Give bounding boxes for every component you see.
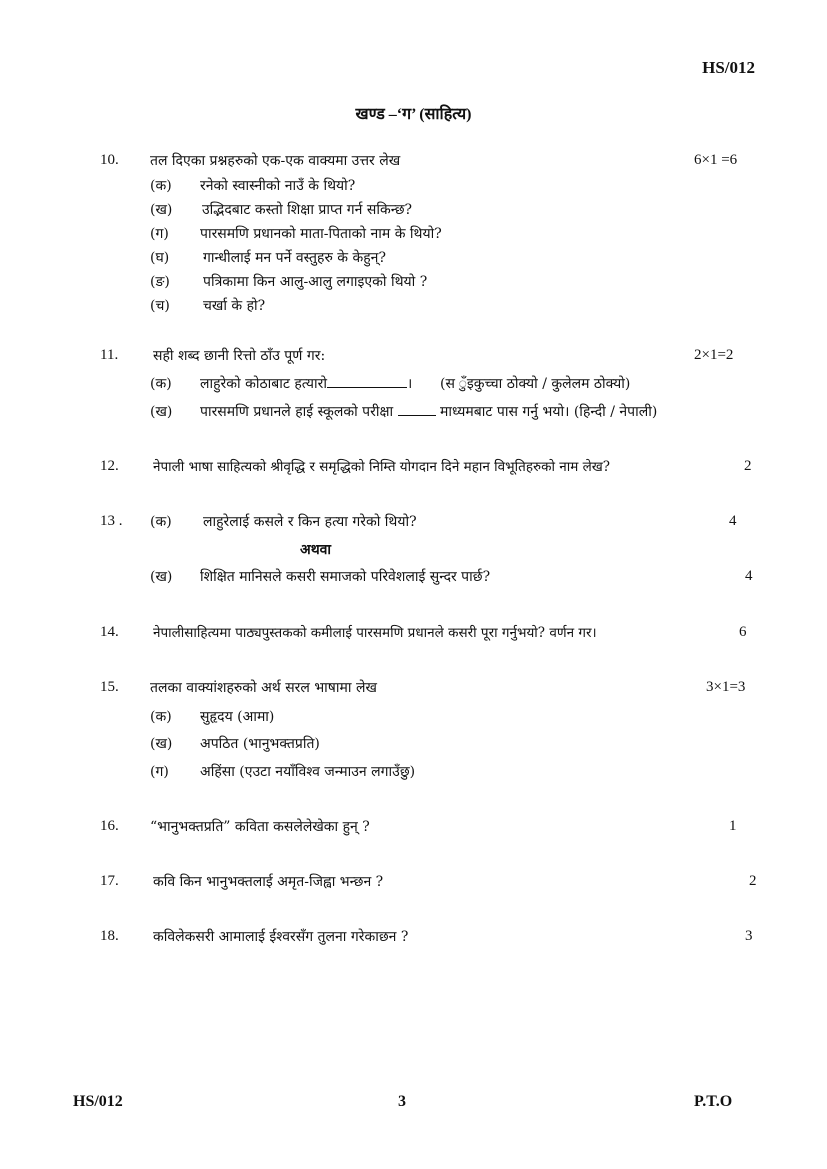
question-marks: 4: [729, 513, 737, 529]
answer-blank: [327, 387, 407, 388]
question-text: कवि किन भानुभक्तलाई अमृत-जिह्वा भन्छन ?: [153, 874, 384, 890]
item-label: (क): [150, 376, 172, 392]
item-text: सुहृदय (आमा): [200, 709, 275, 725]
item-label: (क): [150, 178, 172, 194]
section-title: खण्ड –‘ग’ (साहित्य): [355, 106, 472, 123]
question-text: “भानुभक्तप्रति” कविता कसलेलेखेका हुन् ?: [150, 819, 370, 835]
question-text: तलका वाक्यांशहरुको अर्थ सरल भाषामा लेख: [150, 680, 377, 696]
item-label: (घ): [150, 250, 170, 266]
item-text: पत्रिकामा किन आलु-आलु लगाइएको थियो ?: [203, 274, 428, 290]
question-text: तल दिएका प्रश्नहरुको एक-एक वाक्यमा उत्तर लेख: [150, 153, 401, 169]
item-text: अपठित (भानुभक्तप्रति): [200, 736, 320, 752]
item-text: [200, 402, 657, 421]
question-text: सही शब्द छानी रित्तो ठाँउ पूर्ण गर:: [153, 348, 326, 364]
item-text: उद्भिदबाट कस्तो शिक्षा प्राप्त गर्न सकिन्छ?: [202, 202, 413, 218]
question-marks: 6: [739, 624, 747, 640]
item-label: (ग): [150, 226, 169, 242]
item-label: (क): [150, 709, 172, 725]
item-text: चर्खा के हो?: [203, 298, 266, 314]
item-text: लाहुरेलाई कसले र किन हत्या गरेको थियो?: [203, 514, 417, 530]
question-text: नेपाली भाषा साहित्यको श्रीवृद्धि र समृद्धिको निम्ति योगदान दिने महान विभूतिहरुको नाम लेख?: [153, 459, 611, 475]
item-text: अहिंसा (एउटा नयाँविश्व जन्माउन लगाउँछु): [200, 764, 416, 780]
pto-label: P.T.O: [694, 1093, 733, 1110]
question-marks: 3: [745, 928, 753, 944]
footer-code: HS/012: [73, 1093, 123, 1110]
item-label: (ङ): [150, 274, 170, 290]
question-number: 11.: [100, 347, 119, 363]
question-marks: 3×1=3: [706, 679, 746, 695]
item-text: गान्धीलाई मन पर्ने वस्तुहरु के केहुन्?: [203, 250, 386, 266]
question-number: 14.: [100, 624, 119, 640]
item-label: (क): [150, 514, 172, 530]
item-label: (ख): [150, 569, 173, 585]
item-label: (च): [150, 298, 170, 314]
question-number: 10.: [100, 152, 119, 168]
question-text: नेपालीसाहित्यमा पाठ्यपुस्तकको कमीलाई पारसमणि प्रधानले कसरी पूरा गर्नुभयो? वर्णन गर।: [153, 625, 597, 641]
question-marks: 2: [749, 873, 757, 889]
question-marks: 1: [729, 818, 737, 834]
or-label: अथवा: [300, 542, 332, 558]
answer-blank: [398, 415, 436, 416]
item-options: (स ुँइकुच्चा ठोक्यो / कुलेलम ठोक्यो): [440, 376, 631, 392]
item-text: शिक्षित मानिसले कसरी समाजको परिवेशलाई सुन्दर पार्छ?: [200, 569, 491, 585]
item-label: (ग): [150, 764, 169, 780]
question-marks: 2: [744, 458, 752, 474]
fill-blank-suffix: ।: [406, 376, 413, 392]
question-number: 16.: [100, 818, 119, 834]
question-number: 18.: [100, 928, 119, 944]
question-number: 12.: [100, 458, 119, 474]
item-text: रनेको स्वास्नीको नाउँ के थियो?: [200, 178, 356, 194]
header-code: HS/012: [702, 58, 755, 77]
question-number: 13 .: [100, 513, 123, 529]
page-number: 3: [398, 1093, 406, 1110]
item-label: (ख): [150, 202, 173, 218]
question-marks: 2×1=2: [694, 347, 734, 363]
fill-blank-prefix: लाहुरेको कोठाबाट हत्यारो: [200, 376, 327, 392]
question-marks: 4: [745, 568, 753, 584]
item-label: (ख): [150, 736, 173, 752]
item-label: (ख): [150, 404, 173, 420]
item-text: [200, 374, 412, 393]
question-number: 15.: [100, 679, 119, 695]
fill-blank-prefix: पारसमणि प्रधानले हाई स्कूलको परीक्षा: [200, 404, 394, 420]
question-text: कविलेकसरी आमालाई ईश्वरसँग तुलना गरेकाछन ?: [153, 929, 409, 945]
item-text: पारसमणि प्रधानको माता-पिताको नाम के थियो?: [200, 226, 442, 242]
question-number: 17.: [100, 873, 119, 889]
fill-blank-suffix: माध्यमबाट पास गर्नु भयो। (हिन्दी / नेपाली): [440, 404, 658, 420]
question-marks: 6×1 =6: [694, 152, 738, 168]
